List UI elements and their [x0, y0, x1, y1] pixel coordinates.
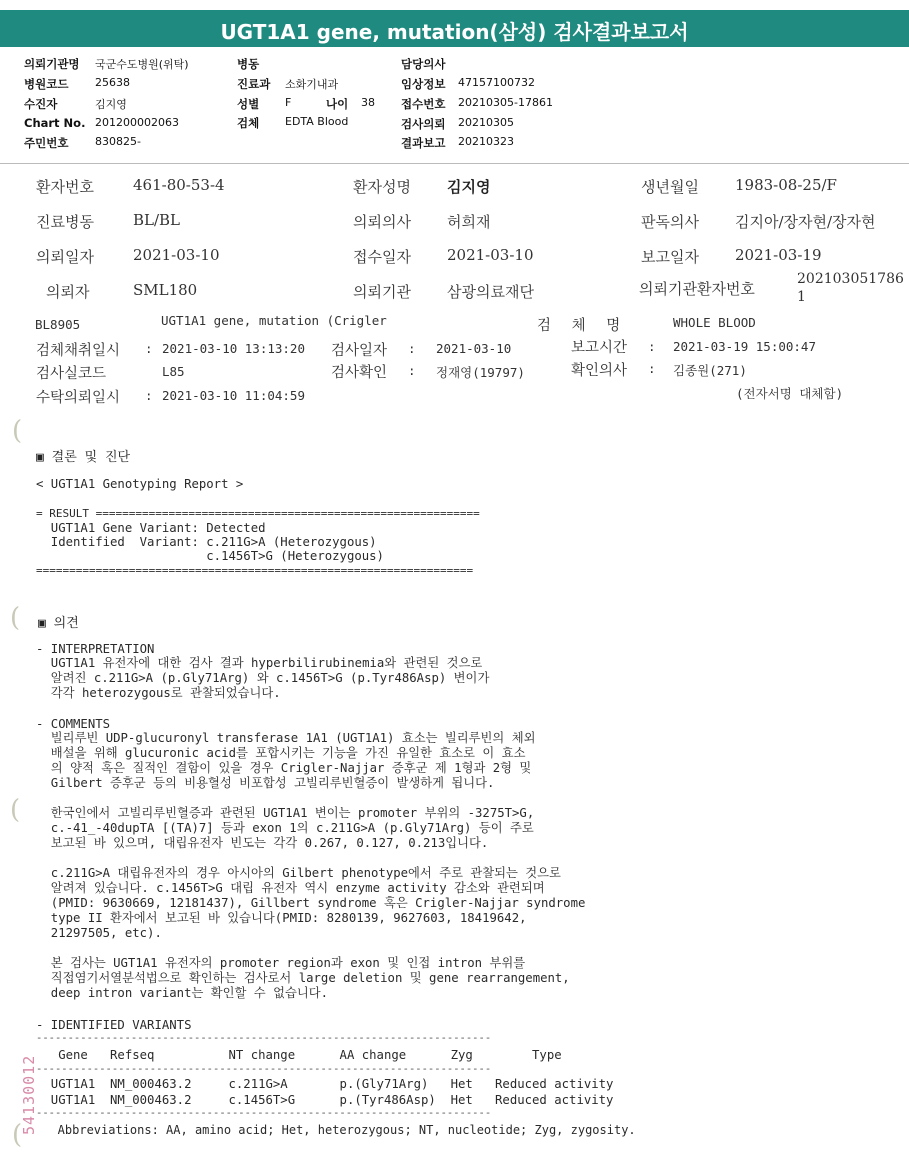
collect-label: 검체채취일시 — [36, 343, 121, 359]
age-label: 나이 — [326, 97, 349, 111]
header-label: 결과보고 — [401, 136, 446, 150]
header-value: EDTA Blood — [285, 115, 349, 128]
variants-header: - IDENTIFIED VARIANTS — [36, 1018, 192, 1032]
patient-field-label: 보고일자 — [641, 248, 699, 266]
header-label: 성별 — [237, 97, 260, 111]
comments-line: deep intron variant는 확인할 수 없습니다. — [36, 986, 328, 1000]
patient-field-value: BL/BL — [133, 211, 181, 229]
patient-field-label: 의뢰기관 — [353, 283, 411, 301]
patient-field-label: 진료병동 — [36, 213, 94, 231]
test-code: BL8905 — [35, 317, 81, 332]
interpretation-header: - INTERPRETATION — [36, 642, 155, 656]
result-line: Identified Variant: c.211G>A (Heterozygous) — [36, 535, 377, 549]
patient-field-label: 의뢰의사 — [353, 213, 411, 231]
doctor-value: 김종원(271) — [673, 363, 747, 378]
colon: : — [648, 361, 656, 376]
comments-header: - COMMENTS — [36, 717, 111, 731]
report-time-label: 보고시간 — [571, 340, 628, 356]
scan-artifact: ( — [12, 416, 23, 446]
patient-field-label: 접수일자 — [353, 248, 411, 266]
confirm-value: 정재영(19797) — [436, 365, 525, 380]
interpretation-line: 각각 heterozygous로 관찰되었습니다. — [36, 686, 281, 700]
outsource-value: 2021-03-10 11:04:59 — [162, 388, 305, 403]
specimen-label: 검 체 명 — [537, 318, 629, 334]
header-value: 20210305 — [458, 116, 514, 129]
comments-line: c.211G>A 대립유전자의 경우 아시아의 Gilbert phenotype에서 주로 관찰되는 것으로 — [36, 866, 561, 880]
header-value: 소화기내과 — [285, 78, 339, 91]
patient-field-label: 의뢰기관환자번호 — [639, 280, 755, 298]
lab-code-label: 검사실코드 — [36, 366, 107, 382]
order-info-header — [0, 47, 909, 164]
outsource-label: 수탁의뢰일시 — [36, 390, 121, 406]
header-value: 201200002063 — [95, 116, 179, 129]
header-label: 의뢰기관명 — [24, 57, 80, 71]
comments-line: 배설을 위해 glucuronic acid를 포합시키는 기능을 가진 유일한 효소로 이 효소 — [36, 746, 526, 760]
header-label: 검체 — [237, 116, 260, 130]
variant-row: UGT1A1 NM_000463.2 c.211G>A p.(Gly71Arg) Het Reduced activity — [36, 1077, 614, 1091]
variants-rule: ------------------------------------------------------------------------ — [36, 1107, 492, 1119]
result-footer: ================================================================== — [36, 564, 474, 577]
comments-line: 의 양적 혹은 질적인 결함이 있을 경우 Crigler-Najjar 증후군 제 1형과 2형 및 — [36, 761, 532, 775]
variants-columns: Gene Refseq NT change AA change Zyg Type — [36, 1048, 562, 1062]
colon: : — [648, 339, 656, 354]
doctor-label: 확인의사 — [571, 363, 628, 379]
header-label: 임상정보 — [401, 77, 446, 91]
patient-field-label: 판독의사 — [641, 213, 699, 231]
patient-id-continuation: 1 — [797, 289, 806, 305]
variants-rule: ------------------------------------------------------------------------ — [36, 1032, 492, 1044]
colon: : — [145, 341, 153, 356]
comments-line: 빌리루빈 UDP-glucuronyl transferase 1A1 (UGT1A1) 효소는 빌리루빈의 체외 — [36, 731, 536, 745]
side-serial-number — [16, 1005, 46, 1135]
result-line: UGT1A1 Gene Variant: Detected — [36, 521, 266, 535]
comments-line: 본 검사는 UGT1A1 유전자의 promoter region과 exon 및 인접 intron 부위를 — [36, 956, 526, 970]
header-label: 접수번호 — [401, 97, 446, 111]
header-label: 수진자 — [24, 97, 58, 111]
age-value: 38 — [361, 96, 375, 109]
esign-note: (전자서명 대체함) — [736, 386, 844, 401]
patient-field-label: 생년월일 — [641, 178, 699, 196]
interpretation-line: UGT1A1 유전자에 대한 검사 결과 hyperbilirubinemia와 관련된 것으로 — [36, 656, 483, 670]
scan-artifact: ( — [12, 1120, 23, 1150]
header-value: 김지영 — [95, 98, 127, 111]
patient-field-value: 2021-03-10 — [133, 246, 220, 264]
report-title: UGT1A1 gene, mutation(삼성) 검사결과보고서 — [220, 20, 689, 44]
header-value: 25638 — [95, 76, 130, 89]
collect-value: 2021-03-10 13:13:20 — [162, 341, 305, 356]
comments-line: c.-41_-40dupTA [(TA)7] 등과 exon 1의 c.211G>A (p.Gly71Arg) 등이 주로 — [36, 821, 534, 835]
patient-field-value: 삼광의료재단 — [447, 283, 534, 301]
variants-rule: ------------------------------------------------------------------------ — [36, 1063, 492, 1075]
patient-field-value: 461-80-53-4 — [133, 176, 225, 194]
colon: : — [408, 341, 416, 356]
patient-field-label: 환자성명 — [353, 178, 411, 196]
side-serial-text: 54130012 — [20, 1054, 38, 1135]
header-value: 20210323 — [458, 135, 514, 148]
test-name: UGT1A1 gene, mutation (Crigler — [161, 313, 387, 328]
test-date-value: 2021-03-10 — [436, 341, 512, 356]
header-label: 병동 — [237, 57, 260, 71]
confirm-label: 검사확인 — [331, 365, 388, 381]
header-value: F — [285, 96, 292, 109]
patient-field-label: 의뢰일자 — [36, 248, 94, 266]
header-value: 47157100732 — [458, 76, 535, 89]
abbreviations: Abbreviations: AA, amino acid; Het, heterozygous; NT, nucleotide; Zyg, zygosity. — [36, 1123, 636, 1137]
section-opinion-heading: ▣ 의견 — [38, 616, 79, 631]
interpretation-line: 알려진 c.211G>A (p.Gly71Arg) 와 c.1456T>G (p.Tyr486Asp) 변이가 — [36, 671, 490, 685]
header-label: 검사의뢰 — [401, 117, 446, 131]
comments-line: 보고된 바 있으며, 대립유전자 빈도는 각각 0.267, 0.127, 0.213입니다. — [36, 836, 489, 850]
report-time-value: 2021-03-19 15:00:47 — [673, 339, 816, 354]
result-line: c.1456T>G (Heterozygous) — [36, 549, 384, 563]
section-conclusion-heading: ▣ 결론 및 진단 — [36, 450, 131, 465]
header-label: 진료과 — [237, 77, 271, 91]
patient-field-value: SML180 — [133, 281, 198, 299]
header-value: 20210305-17861 — [458, 96, 553, 109]
colon: : — [408, 363, 416, 378]
header-value: 830825- — [95, 135, 141, 148]
genotype-report-title: < UGT1A1 Genotyping Report > — [36, 477, 244, 491]
comments-line: type II 환자에서 보고된 바 있습니다(PMID: 8280139, 9627603, 18419642, — [36, 911, 527, 925]
patient-field-value: 202103051786 — [797, 271, 904, 287]
comments-line: 알려져 있습니다. c.1456T>G 대립 유전자 역시 enzyme activity 감소와 관련되며 — [36, 881, 545, 895]
lab-code-value: L85 — [162, 364, 185, 379]
patient-field-value: 허희재 — [447, 213, 491, 231]
patient-field-value: 김지영 — [447, 178, 491, 196]
header-label: Chart No. — [24, 116, 86, 130]
patient-field-label: 의뢰자 — [46, 283, 90, 301]
comments-line: 21297505, etc). — [36, 926, 162, 940]
scan-artifact: ( — [10, 603, 21, 633]
colon: : — [145, 388, 153, 403]
variant-row: UGT1A1 NM_000463.2 c.1456T>G p.(Tyr486Asp) Het Reduced activity — [36, 1093, 614, 1107]
report-title-bar — [0, 10, 909, 47]
patient-field-value: 2021-03-10 — [447, 246, 534, 264]
result-header: = RESULT ========================================================== — [36, 507, 480, 520]
header-label: 담당의사 — [401, 57, 446, 71]
comments-line: Gilbert 증후군 등의 비용혈성 비포합성 고빌리루빈혈증이 발생하게 됩니다. — [36, 776, 495, 790]
comments-line: 한국인에서 고빌리루빈혈증과 관련된 UGT1A1 변이는 promoter 부위의 -3275T>G, — [36, 806, 535, 820]
header-label: 주민번호 — [24, 136, 69, 150]
comments-line: (PMID: 9630669, 12181437), Gillbert syndrome 혹은 Crigler-Najjar syndrome — [36, 896, 586, 910]
patient-field-value: 2021-03-19 — [735, 246, 822, 264]
header-value: 국군수도병원(위탁) — [95, 58, 189, 71]
patient-field-value: 1983-08-25/F — [735, 176, 837, 194]
header-label: 병원코드 — [24, 77, 69, 91]
test-date-label: 검사일자 — [331, 343, 388, 359]
patient-field-label: 환자번호 — [36, 178, 94, 196]
scan-artifact: ( — [10, 795, 21, 825]
specimen-value: WHOLE BLOOD — [673, 315, 756, 330]
comments-line: 직접염기서열분석법으로 확인하는 검사로서 large deletion 및 gene rearrangement, — [36, 971, 570, 985]
patient-field-value: 김지아/장자현/장자현 — [735, 213, 876, 231]
